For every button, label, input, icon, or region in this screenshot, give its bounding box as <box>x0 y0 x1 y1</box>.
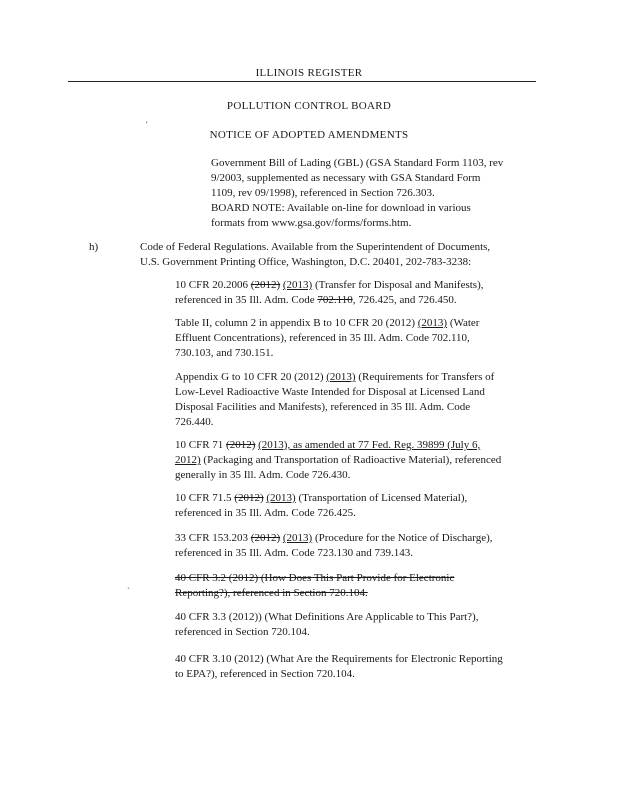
entry-10cfr71-5: 10 CFR 71.5 (2012) (2013) (Transportation of Licensed Material), referenced in 35 Ill. Adm. Code 726.425. <box>175 492 468 519</box>
deleted-text: (2012) <box>250 532 281 544</box>
entry-10cfr20-2006: 10 CFR 20.2006 (2012) (2013) (Transfer for Disposal and Manifests), referenced in 35 Ill. Adm. Code 702.110, 726.425, and 726.450. <box>175 279 484 306</box>
deleted-text: 702.110 <box>317 294 353 306</box>
notice-title: NOTICE OF ADOPTED AMENDMENTS <box>209 129 409 141</box>
gbl-line-3: 1109, rev 09/1998), referenced in Section 726.303. <box>211 187 435 199</box>
inserted-text: 2012) <box>175 454 201 466</box>
gbl-line-2: 9/2003, supplemented as necessary with GSA Standard Form <box>211 172 481 184</box>
deleted-text: 40 CFR 3.2 (2012) (How Does This Part Provide for Electronic <box>175 572 455 584</box>
header-rule <box>68 81 536 82</box>
inserted-text: (2013), as amended at 77 Fed. Reg. 39899 (July 6, <box>258 439 481 451</box>
entry-40cfr3-10: 40 CFR 3.10 (2012) (What Are the Requirements for Electronic Reporting to EPA?), referenced in Section 720.104. <box>175 653 503 680</box>
deleted-text: (2012) <box>250 279 281 291</box>
scan-mark: ' <box>146 120 148 130</box>
gbl-line-5: formats from www.gsa.gov/forms/forms.htm. <box>211 217 412 229</box>
deleted-text: (2012) <box>226 439 256 451</box>
inserted-text: (2013) <box>282 279 313 291</box>
cfr-intro <box>140 240 540 270</box>
gbl-line-1: Government Bill of Lading (GBL) (GSA Standard Form 1103, rev <box>211 157 504 169</box>
cfr-line-1: Code of Federal Regulations. Available from the Superintendent of Documents, <box>140 241 491 253</box>
deleted-text: (2012) <box>234 492 264 504</box>
entry-33cfr153: 33 CFR 153.203 (2012) (2013) (Procedure for the Notice of Discharge), referenced in 35 Ill. Adm. Code 723.130 and 739.143. <box>175 532 493 559</box>
subsection-label: h) <box>89 241 99 253</box>
deleted-text: Reporting?), referenced in Section 720.104. <box>175 587 368 599</box>
entry-40cfr3-2-deleted <box>175 571 535 601</box>
cfr-line-2: U.S. Government Printing Office, Washington, D.C. 20401, 202-783-3238: <box>140 256 472 268</box>
inserted-text: (2013) <box>326 371 356 383</box>
inserted-text: (2013) <box>266 492 296 504</box>
entry-10cfr71: 10 CFR 71 (2012) (2013), as amended at 77 Fed. Reg. 39899 (July 6, 2012) (Packaging and Transportation of Radioactive Material), referenced generally in 35 Ill. Adm. Code 726.430. <box>175 439 502 481</box>
entry-40cfr3-3: 40 CFR 3.3 (2012)) (What Definitions Are Applicable to This Part?), referenced in Section 720.104. <box>175 611 479 638</box>
entry-table-ii: Table II, column 2 in appendix B to 10 CFR 20 (2012) (2013) (Water Effluent Concentrations), referenced in 35 Ill. Adm. Code 702.110, 730.103, and 730.151. <box>175 317 480 359</box>
inserted-text: (2013) <box>282 532 313 544</box>
board-title: POLLUTION CONTROL BOARD <box>226 100 392 112</box>
scan-mark: ` <box>127 586 130 596</box>
entry-appendix-g: Appendix G to 10 CFR 20 (2012) (2013) (Requirements for Transfers of Low-Level Radioactive Waste Intended for Disposal at Licensed Land Disposal Facilities and Manifests), referenced in 35 Ill. Adm. Code 726.440. <box>175 371 495 428</box>
register-title: ILLINOIS REGISTER <box>255 67 363 79</box>
gbl-board-note: BOARD NOTE: Available on-line for download in various <box>211 202 471 214</box>
gbl-paragraph <box>211 156 531 231</box>
inserted-text: (2013) <box>417 317 448 329</box>
